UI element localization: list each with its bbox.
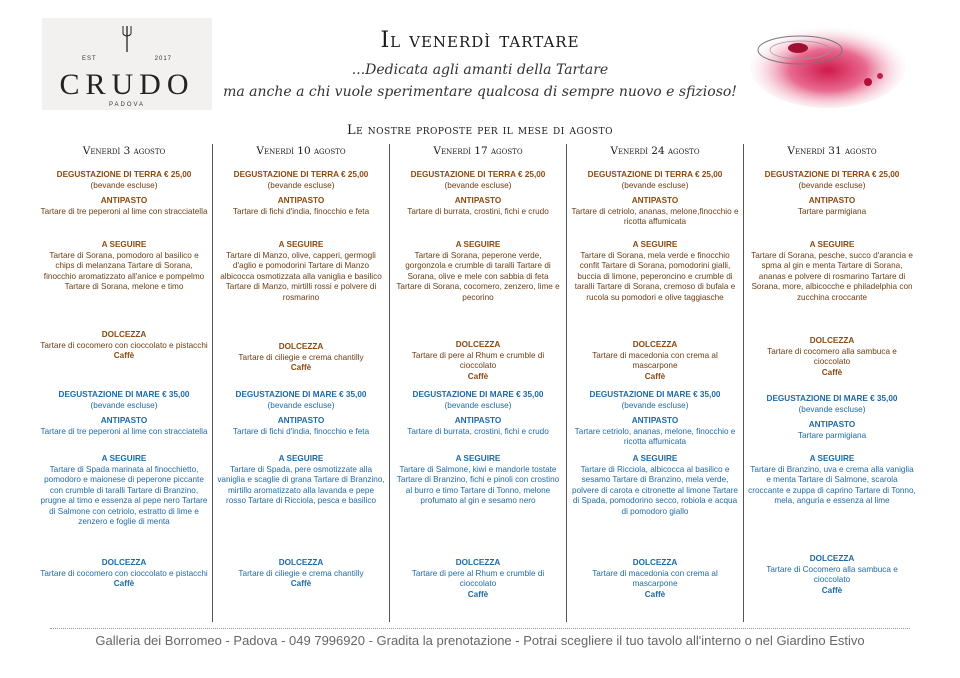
dolcezza-item: Tartare di cocomero con cioccolato e pistacchi — [40, 340, 208, 350]
terra-antipasto — [571, 196, 739, 228]
terra-dolcezza — [394, 340, 562, 382]
caffe-label: Caffè — [821, 585, 843, 595]
mare-seguire — [217, 454, 385, 507]
mare-header — [571, 390, 739, 411]
antipasto-item: Tartare di burrata, crostini, fichi e crudo — [407, 206, 549, 216]
dolcezza-heading: DOLCEZZA — [809, 336, 855, 345]
seguire-heading: A SEGUIRE — [101, 454, 147, 463]
terra-beverages-note: (bevande escluse) — [90, 180, 158, 190]
antipasto-heading: ANTIPASTO — [808, 420, 856, 429]
menu-columns — [36, 144, 924, 622]
seguire-heading: A SEGUIRE — [809, 240, 855, 249]
antipasto-heading: ANTIPASTO — [277, 416, 325, 425]
mare-beverages-note: (bevande escluse) — [267, 400, 335, 410]
caffe-label: Caffè — [290, 579, 312, 588]
terra-antipasto — [217, 196, 385, 217]
caffe-label: Caffè — [467, 371, 489, 381]
dolcezza-heading: DOLCEZZA — [455, 340, 501, 349]
terra-title: DEGUSTAZIONE DI TERRA € 25,00 — [587, 170, 723, 179]
terra-header — [748, 170, 916, 191]
terra-header — [40, 170, 208, 191]
terra-title: DEGUSTAZIONE DI TERRA € 25,00 — [764, 170, 900, 179]
mare-beverages-note: (bevande escluse) — [444, 400, 512, 410]
footer-info: Galleria dei Borromeo - Padova - 049 7996920 - Gradita la prenotazione - Potrai scegliere il tuo tavolo all'interno o nel Giardino Estivo — [95, 633, 865, 648]
menu-column — [36, 144, 212, 622]
subtitle-2: ma anche a chi vuole sperimentare qualcosa di sempre nuovo e sfizioso! — [223, 84, 737, 100]
antipasto-heading: ANTIPASTO — [100, 416, 148, 425]
seguire-items: Tartare di Spada, pere osmotizzate alla vaniglia e scaglie di grana Tartare di Branzino, mirtillo aromatizzato alla lavanda e pepe rosso Tartare di Ricciola, pesca e basilico — [217, 464, 385, 505]
dolcezza-item: Tartare di macedonia con crema al mascarpone — [592, 350, 718, 370]
mare-antipasto — [217, 416, 385, 437]
terra-seguire — [748, 240, 916, 303]
terra-header — [571, 170, 739, 191]
seguire-heading: A SEGUIRE — [101, 240, 147, 249]
antipasto-heading: ANTIPASTO — [100, 196, 148, 205]
seguire-heading: A SEGUIRE — [278, 454, 324, 463]
caffe-label: Caffè — [821, 367, 843, 377]
seguire-items: Tartare di Sorana, mela verde e finocchio confit Tartare di Sorana, pomodorini gialli, buccia di limone, peperoncino e crumble di taralli Tartare di Sorana, cremoso di bufala e rucola su pomodori e olive taggiasche — [574, 250, 736, 302]
terra-dolcezza — [40, 330, 208, 362]
mare-title: DEGUSTAZIONE DI MARE € 35,00 — [766, 394, 898, 403]
mare-dolcezza — [217, 558, 385, 590]
logo-year: 2017 — [154, 56, 172, 62]
menu-column — [566, 144, 743, 622]
column-date: Venerdì 17 agosto — [433, 145, 523, 157]
seguire-items: Tartare di Spada marinata al finocchietto, pomodoro e maionese di peperone piccante con crumble di taralli Tartare di Branzino, prugne al timo e essenza al pepe nero Tartare di Salmone con cetriolo, estratto di lime e zenzero e foglie di menta — [40, 464, 208, 526]
dolcezza-item: Tartare di pere al Rhum e crumble di cioccolato — [411, 568, 545, 588]
antipasto-item: Tartare parmigiana — [797, 430, 867, 440]
mare-title: DEGUSTAZIONE DI MARE € 35,00 — [412, 390, 544, 399]
seguire-items: Tartare di Branzino, uva e crema alla vaniglia e menta Tartare di Salmone, scarola croccante e zuppa di caprino Tartare di Tonno, mela, anguria e essenza al lime — [748, 464, 916, 505]
dolcezza-item: Tartare di pere al Rhum e crumble di cioccolato — [411, 350, 545, 370]
seguire-items: Tartare di Manzo, olive, capperi, germogli d'aglio e pomodorini Tartare di Manzo albicocca osmotizzata alla vaniglia e basilico Tartare di Manzo, mirtilli rossi e polvere di rosmarino — [220, 250, 382, 302]
mare-dolcezza — [40, 558, 208, 590]
seguire-items: Tartare di Salmone, kiwi e mandorle tostate Tartare di Branzino, fichi e pinoli con crostino al burro e timo Tartare di Tonno, melone profumato al gin e sesamo nero — [396, 464, 560, 505]
mare-header — [394, 390, 562, 411]
mare-antipasto — [40, 416, 208, 437]
terra-seguire — [571, 240, 739, 303]
dolcezza-item: Tartare di macedonia con crema al mascarpone — [592, 568, 718, 588]
mare-dolcezza — [394, 558, 562, 600]
terra-beverages-note: (bevande escluse) — [444, 180, 512, 190]
mare-beverages-note: (bevande escluse) — [90, 400, 158, 410]
dolcezza-heading: DOLCEZZA — [278, 558, 324, 567]
dolcezza-heading: DOLCEZZA — [632, 558, 678, 567]
antipasto-item: Tartare di tre peperoni al lime con stracciatella — [40, 206, 208, 216]
mare-header — [748, 394, 916, 415]
menu-column — [212, 144, 389, 622]
dolcezza-heading: DOLCEZZA — [278, 342, 324, 351]
seguire-heading: A SEGUIRE — [632, 454, 678, 463]
column-date: Venerdì 31 agosto — [787, 145, 877, 157]
caffe-label: Caffè — [644, 589, 666, 599]
seguire-items: Tartare di Sorana, pomodoro al basilico e chips di melanzana Tartare di Sorana, finocchio aromatizzato all'anice e pompelmo Tartare di Sorana, melone e timo — [43, 250, 205, 291]
dolcezza-item: Tartare di ciliegie e crema chantilly — [238, 352, 364, 362]
mare-dolcezza — [748, 554, 916, 596]
antipasto-heading: ANTIPASTO — [808, 196, 856, 205]
antipasto-item: Tartare di tre peperoni al lime con stracciatella — [40, 426, 208, 436]
crudo-logo — [42, 18, 212, 110]
seguire-items: Tartare di Ricciola, albicocca al basilico e sesamo Tartare di Branzino, mela verde, polvere di carota e citronette al limone Tartare di Spada, pomodorino secco, robiola e acqua di pomodoro giallo — [572, 464, 738, 516]
seguire-heading: A SEGUIRE — [809, 454, 855, 463]
antipasto-item: Tartare di fichi d'india, finocchio e feta — [232, 426, 370, 436]
terra-title: DEGUSTAZIONE DI TERRA € 25,00 — [233, 170, 369, 179]
logo-brand: CRUDO — [59, 68, 195, 101]
mare-antipasto — [748, 420, 916, 441]
terra-dolcezza — [571, 340, 739, 382]
dolcezza-item: Tartare di ciliegie e crema chantilly — [238, 568, 364, 578]
mare-seguire — [40, 454, 208, 528]
antipasto-item: Tartare di fichi d'india, finocchio e feta — [232, 206, 370, 216]
dolcezza-item: Tartare di cocomero alla sambuca e cioccolato — [767, 346, 897, 366]
logo-est — [82, 56, 172, 62]
mare-header — [40, 390, 208, 411]
mare-title: DEGUSTAZIONE DI MARE € 35,00 — [589, 390, 721, 399]
dolcezza-item: Tartare di Cocomero alla sambuca e cioccolato — [766, 564, 898, 584]
antipasto-item: Tartare di cetriolo, ananas, melone,finocchio e ricotta affumicata — [571, 206, 739, 226]
dolcezza-heading: DOLCEZZA — [101, 330, 147, 339]
seguire-items: Tartare di Sorana, peperone verde, gorgonzola e crumble di taralli Tartare di Sorana, olive e mele con sabbia di feta Tartare di Sorana, cocomero, zenzero, lime e pecorino — [396, 250, 560, 302]
antipasto-heading: ANTIPASTO — [631, 196, 679, 205]
mare-beverages-note: (bevande escluse) — [621, 400, 689, 410]
mare-dolcezza — [571, 558, 739, 600]
dolcezza-heading: DOLCEZZA — [455, 558, 501, 567]
seguire-heading: A SEGUIRE — [455, 240, 501, 249]
mare-header — [217, 390, 385, 411]
footer-divider — [50, 628, 910, 629]
tartare-dish-photo — [740, 16, 920, 108]
terra-dolcezza — [217, 342, 385, 374]
menu-column — [743, 144, 920, 622]
terra-dolcezza — [748, 336, 916, 378]
logo-city: PADOVA — [108, 102, 146, 108]
menu-column — [389, 144, 566, 622]
terra-header — [394, 170, 562, 191]
terra-seguire — [217, 240, 385, 303]
terra-beverages-note: (bevande escluse) — [621, 180, 689, 190]
antipasto-item: Tartare cetriolo, ananas, melone, finocchio e ricotta affumicata — [574, 426, 736, 446]
dolcezza-item: Tartare di cocomero con cioccolato e pistacchi — [40, 568, 208, 578]
dolcezza-heading: DOLCEZZA — [632, 340, 678, 349]
caffe-label: Caffè — [290, 363, 312, 372]
terra-beverages-note: (bevande escluse) — [798, 180, 866, 190]
caffe-label: Caffè — [467, 589, 489, 599]
mare-seguire — [394, 454, 562, 507]
terra-title: DEGUSTAZIONE DI TERRA € 25,00 — [56, 170, 192, 179]
mare-title: DEGUSTAZIONE DI MARE € 35,00 — [58, 390, 190, 399]
caffe-label: Caffè — [113, 579, 135, 588]
caffe-label: Caffè — [644, 371, 666, 381]
subtitle-1: ...Dedicata agli amanti della Tartare — [351, 62, 609, 78]
seguire-heading: A SEGUIRE — [278, 240, 324, 249]
dolcezza-heading: DOLCEZZA — [101, 558, 147, 567]
column-date: Venerdì 24 agosto — [610, 145, 700, 157]
mare-antipasto — [571, 416, 739, 448]
section-title: Le nostre proposte per il mese di agosto — [346, 123, 614, 138]
terra-seguire — [394, 240, 562, 303]
page-title: Il venerdì tartare — [380, 28, 580, 53]
dolcezza-heading: DOLCEZZA — [809, 554, 855, 563]
mare-antipasto — [394, 416, 562, 437]
mare-seguire — [748, 454, 916, 507]
column-date: Venerdì 3 agosto — [82, 145, 166, 157]
fork-icon — [120, 26, 134, 52]
antipasto-item: Tartare di burrata, crostini, fichi e crudo — [407, 426, 549, 436]
terra-antipasto — [40, 196, 208, 217]
antipasto-item: Tartare parmigiana — [797, 206, 867, 216]
seguire-heading: A SEGUIRE — [455, 454, 501, 463]
antipasto-heading: ANTIPASTO — [277, 196, 325, 205]
antipasto-heading: ANTIPASTO — [454, 416, 502, 425]
mare-seguire — [571, 454, 739, 517]
column-date: Venerdì 10 agosto — [256, 145, 346, 157]
terra-seguire — [40, 240, 208, 293]
terra-title: DEGUSTAZIONE DI TERRA € 25,00 — [410, 170, 546, 179]
terra-header — [217, 170, 385, 191]
antipasto-heading: ANTIPASTO — [631, 416, 679, 425]
seguire-heading: A SEGUIRE — [632, 240, 678, 249]
terra-antipasto — [394, 196, 562, 217]
mare-title: DEGUSTAZIONE DI MARE € 35,00 — [235, 390, 367, 399]
mare-beverages-note: (bevande escluse) — [798, 404, 866, 414]
caffe-label: Caffè — [113, 351, 135, 360]
seguire-items: Tartare di Sorana, pesche, succo d'arancia e spma al gin e menta Tartare di Sorana, ananas e polvere di rosmarino Tartare di Sorana, more, albicocche e philadelphia con zucchina croccante — [751, 250, 913, 302]
antipasto-heading: ANTIPASTO — [454, 196, 502, 205]
terra-beverages-note: (bevande escluse) — [267, 180, 335, 190]
logo-est-label: EST — [82, 56, 97, 62]
terra-antipasto — [748, 196, 916, 217]
